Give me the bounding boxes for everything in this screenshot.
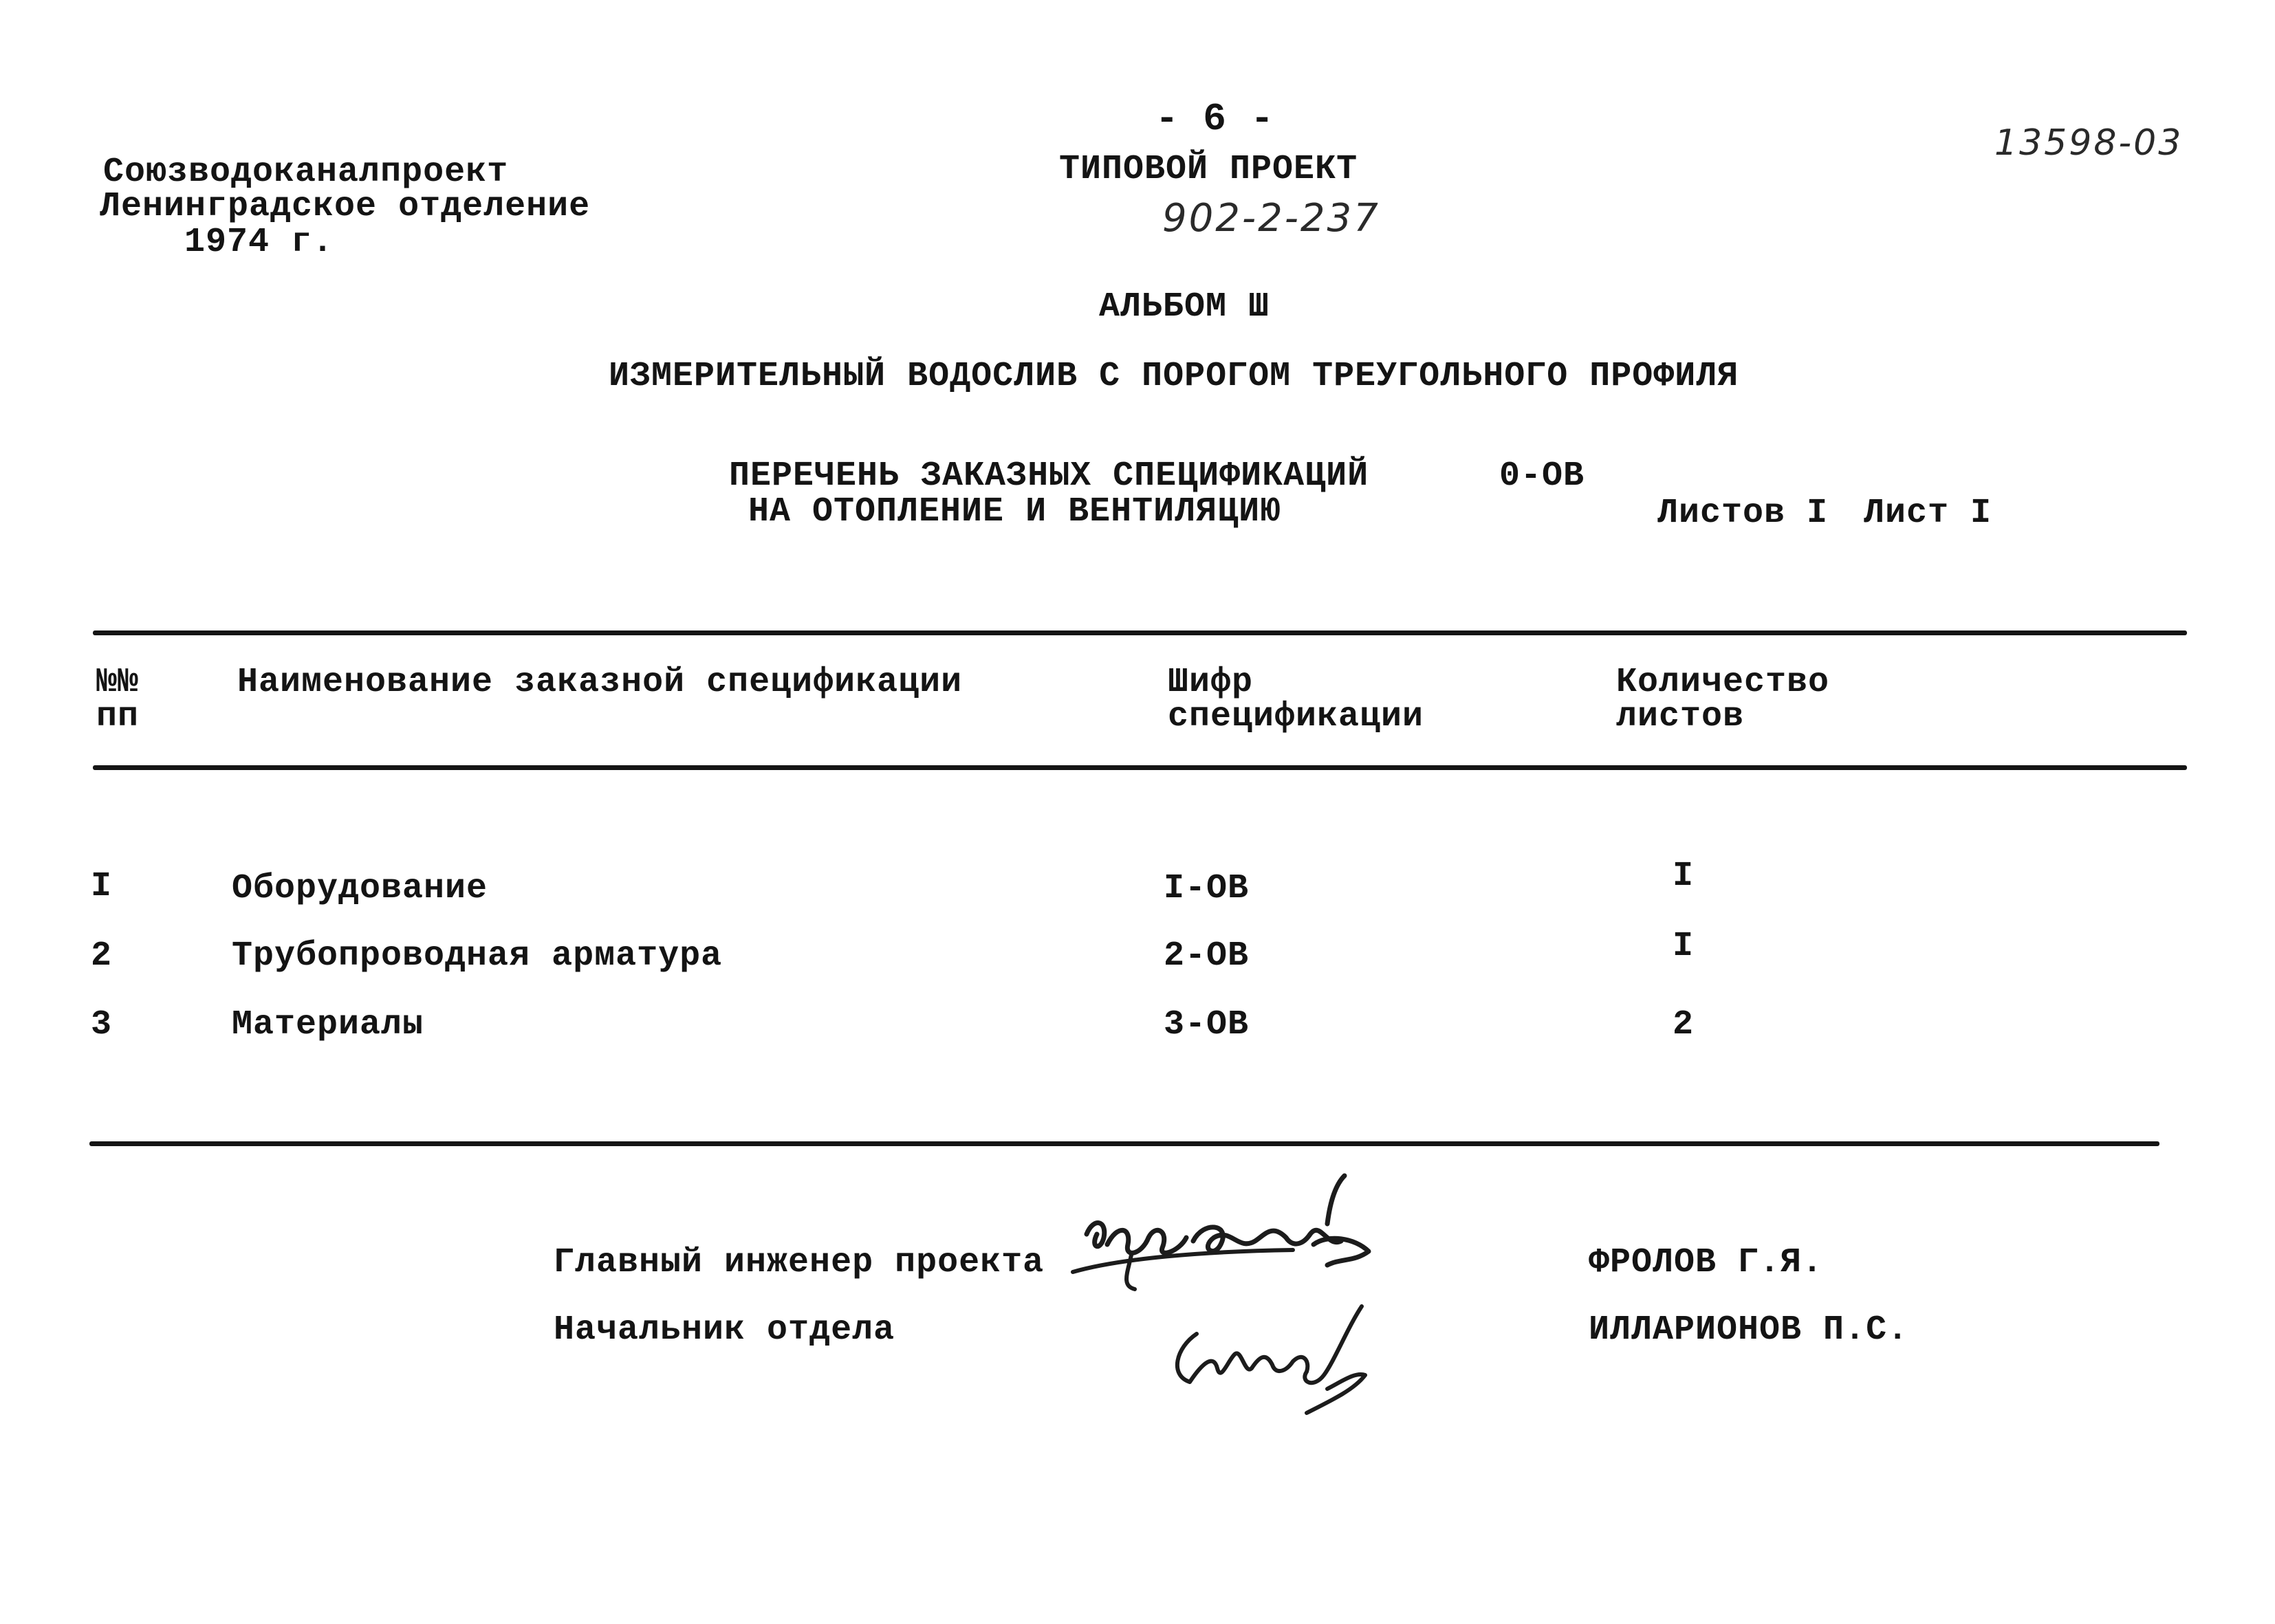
row-code: I-ОВ — [1164, 869, 1250, 908]
row-count: 2 — [1673, 1005, 1695, 1044]
row-num: 2 — [91, 936, 113, 976]
header-code-line2: спецификации — [1168, 697, 1424, 736]
row-count: I — [1673, 927, 1695, 966]
row-code: 3-ОВ — [1164, 1005, 1250, 1044]
project-label: ТИПОВОЙ ПРОЕКТ — [1059, 150, 1358, 189]
row-num: I — [91, 867, 113, 906]
header-num-line1: №№ — [96, 663, 140, 702]
row-code: 2-ОВ — [1164, 936, 1250, 976]
sheets-count: Листов I — [1657, 494, 1829, 533]
document-code: 0-ОВ — [1499, 457, 1585, 496]
table-bottom-rule — [89, 1141, 2159, 1146]
row-name: Оборудование — [232, 869, 488, 908]
head-of-department-signature — [1155, 1286, 1444, 1423]
row-name: Трубопроводная арматура — [232, 936, 723, 976]
head-of-department-title: Начальник отдела — [554, 1310, 895, 1350]
chief-engineer-name: ФРОЛОВ Г.Я. — [1589, 1243, 1824, 1282]
chief-engineer-title: Главный инженер проекта — [554, 1243, 1045, 1282]
archive-number: 13598-03 — [1994, 122, 2184, 164]
table-header-rule — [93, 765, 2187, 770]
sheet-number: Лист I — [1864, 494, 1992, 533]
header-count-line1: Количество — [1616, 663, 1830, 702]
project-number: 902-2-237 — [1162, 196, 1380, 241]
document-title-line2: НА ОТОПЛЕНИЕ И ВЕНТИЛЯЦИЮ — [748, 492, 1282, 531]
organization-name: Союзводоканалпроект — [103, 153, 509, 192]
subject-title: ИЗМЕРИТЕЛЬНЫЙ ВОДОСЛИВ С ПОРОГОМ ТРЕУГОЛЬНОГО ПРОФИЛЯ — [609, 357, 1739, 396]
chief-engineer-signature — [1066, 1169, 1451, 1293]
header-code-line1: Шифр — [1168, 663, 1254, 702]
head-of-department-name: ИЛЛАРИОНОВ П.С. — [1589, 1310, 1909, 1350]
table-top-rule — [93, 630, 2187, 635]
row-name: Материалы — [232, 1005, 424, 1044]
header-num-line2: пп — [96, 697, 140, 736]
organization-year: 1974 г. — [184, 223, 334, 262]
header-count-line2: листов — [1616, 697, 1745, 736]
organization-branch: Ленинградское отделение — [100, 187, 591, 226]
document-title-line1: ПЕРЕЧЕНЬ ЗАКАЗНЫХ СПЕЦИФИКАЦИЙ — [729, 457, 1369, 496]
header-name: Наименование заказной спецификации — [237, 663, 963, 702]
row-num: 3 — [91, 1005, 113, 1044]
page-number: - 6 - — [1155, 97, 1275, 141]
album-label: АЛЬБОМ Ш — [1099, 287, 1270, 327]
row-count: I — [1673, 857, 1695, 896]
